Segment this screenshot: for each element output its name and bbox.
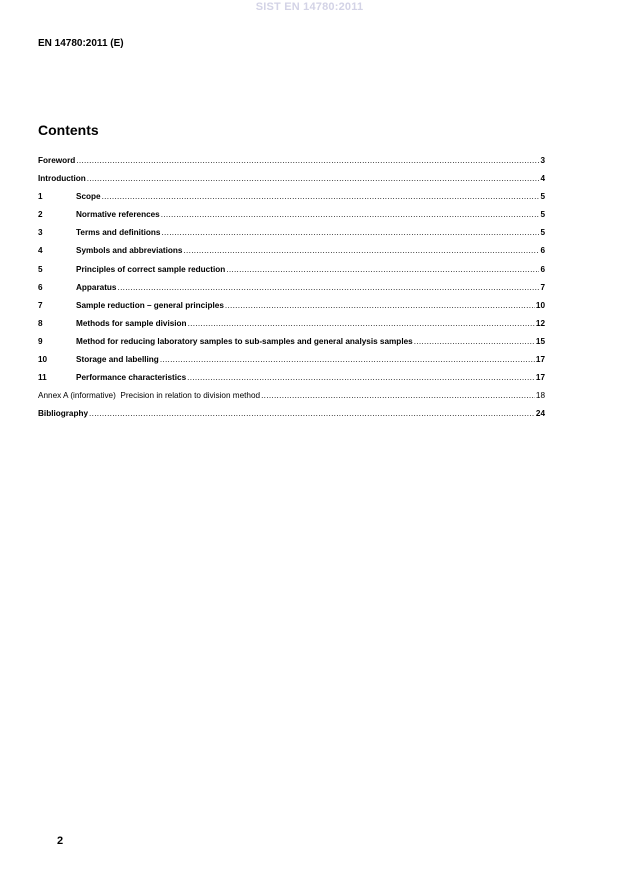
toc-entry-page: 18 [535, 391, 545, 401]
toc-entry-method-reducing-lab-samples[interactable] [38, 336, 545, 354]
toc-entry-label: Apparatus [76, 282, 117, 292]
toc-dot-leader [226, 264, 539, 275]
toc-entry-page: 24 [535, 409, 545, 419]
toc-entry-number: 6 [38, 282, 43, 292]
toc-entry-label: Annex A (informative) Precision in relation to division method [38, 391, 261, 401]
toc-dot-leader [414, 336, 535, 347]
toc-entry-number: 10 [38, 355, 48, 365]
toc-entry-page: 4 [540, 174, 545, 184]
watermark: SIST EN 14780:2011 [255, 1, 364, 13]
toc-entry-annex-a[interactable] [38, 390, 545, 408]
toc-entry-symbols-and-abbreviations[interactable] [38, 245, 545, 263]
toc-dot-leader [188, 318, 535, 329]
toc-dot-leader [160, 354, 535, 365]
toc-entry-storage-and-labelling[interactable] [38, 354, 545, 372]
toc-entry-number: 7 [38, 300, 43, 310]
toc-entry-terms-and-definitions[interactable] [38, 227, 545, 245]
toc-entry-label: Introduction [38, 174, 86, 184]
table-of-contents [38, 155, 545, 426]
toc-dot-leader [76, 155, 539, 166]
document-id-header: EN 14780:2011 (E) [38, 38, 124, 49]
toc-entry-scope[interactable] [38, 191, 545, 209]
toc-entry-number: 3 [38, 228, 43, 238]
toc-entry-label: Sample reduction – general principles [76, 300, 224, 310]
toc-entry-number: 9 [38, 336, 43, 346]
toc-entry-page: 6 [540, 246, 545, 256]
toc-entry-page: 17 [535, 355, 545, 365]
toc-entry-label: Bibliography [38, 409, 89, 419]
toc-entry-foreword[interactable] [38, 155, 545, 173]
page-number: 2 [57, 835, 64, 847]
toc-entry-label: Foreword [38, 156, 76, 165]
toc-entry-page: 12 [535, 318, 545, 328]
toc-entry-page: 3 [540, 156, 545, 165]
toc-entry-page: 10 [535, 300, 545, 310]
toc-entry-label: Terms and definitions [76, 228, 161, 238]
toc-entry-sample-reduction[interactable] [38, 300, 545, 318]
toc-dot-leader [161, 227, 539, 238]
toc-entry-page: 17 [535, 373, 545, 383]
toc-entry-number: 4 [38, 246, 43, 256]
toc-entry-number: 1 [38, 192, 43, 202]
toc-dot-leader [161, 209, 540, 220]
toc-entry-number: 11 [38, 373, 47, 383]
toc-entry-label: Storage and labelling [76, 355, 159, 365]
toc-entry-principles[interactable] [38, 264, 545, 282]
toc-dot-leader [225, 300, 535, 311]
contents-heading: Contents [38, 122, 99, 138]
toc-entry-bibliography[interactable] [38, 408, 545, 426]
toc-entry-page: 15 [535, 336, 545, 346]
toc-entry-introduction[interactable] [38, 173, 545, 191]
toc-entry-label: Methods for sample division [76, 318, 187, 328]
toc-dot-leader [87, 173, 540, 184]
toc-entry-label: Scope [76, 192, 101, 202]
toc-entry-number: 2 [38, 210, 43, 220]
toc-dot-leader [187, 372, 535, 383]
toc-entry-page: 6 [540, 264, 545, 274]
toc-entry-label: Performance characteristics [76, 373, 187, 383]
toc-entry-apparatus[interactable] [38, 282, 545, 300]
toc-dot-leader [118, 282, 540, 293]
toc-dot-leader [89, 408, 535, 419]
toc-entry-page: 5 [540, 210, 545, 220]
toc-dot-leader [183, 245, 539, 256]
toc-entry-page: 5 [540, 228, 545, 238]
toc-entry-page: 7 [540, 282, 545, 292]
toc-entry-label: Normative references [76, 210, 160, 220]
toc-dot-leader [102, 191, 540, 202]
toc-dot-leader [261, 390, 535, 401]
toc-entry-number: 8 [38, 318, 43, 328]
toc-entry-performance-characteristics[interactable] [38, 372, 545, 390]
toc-entry-methods-sample-division[interactable] [38, 318, 545, 336]
toc-entry-page: 5 [540, 192, 545, 202]
toc-entry-label: Method for reducing laboratory samples to sub-samples and general analysis samples [76, 336, 413, 346]
toc-entry-label: Principles of correct sample reduction [76, 264, 226, 274]
toc-entry-number: 5 [38, 264, 43, 274]
toc-entry-normative-references[interactable] [38, 209, 545, 227]
toc-entry-label: Symbols and abbreviations [76, 246, 183, 256]
